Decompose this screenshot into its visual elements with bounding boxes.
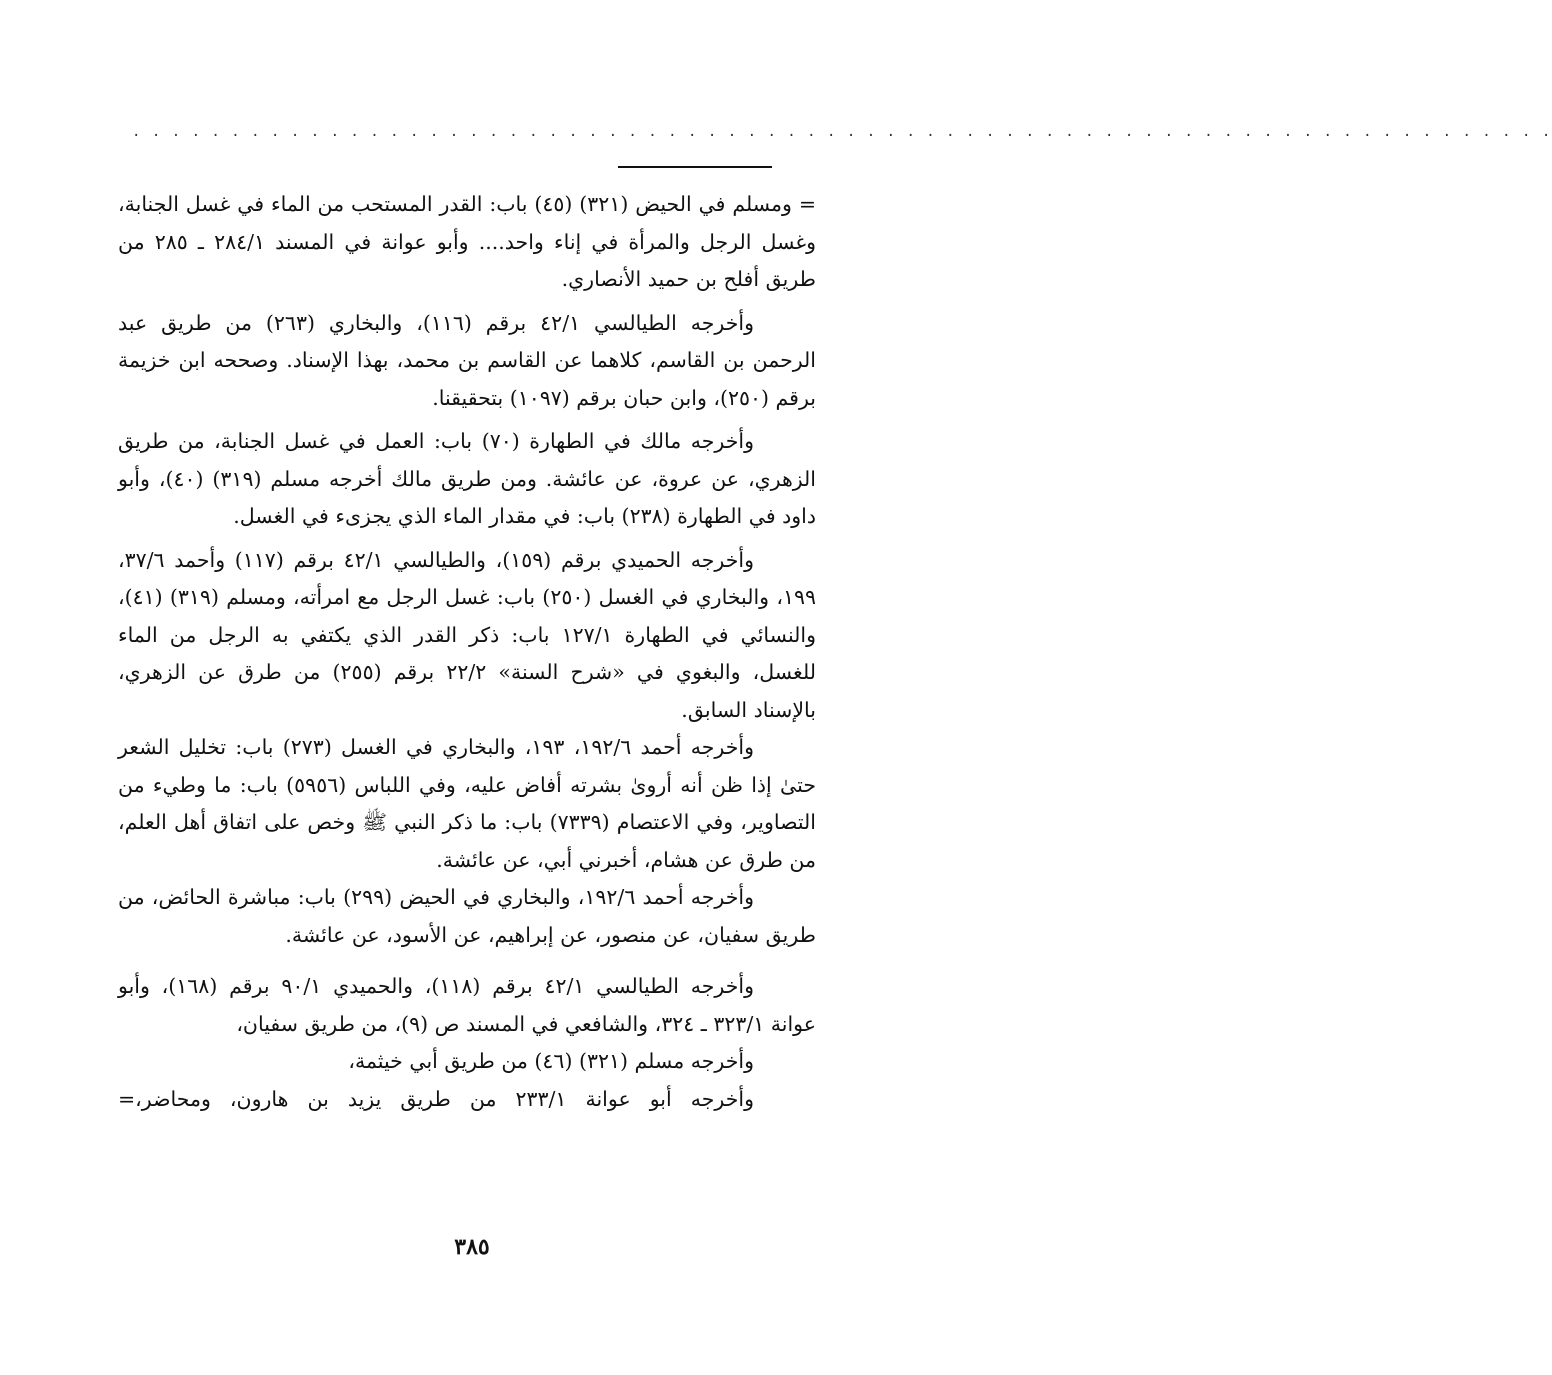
paragraph: وأخرجه الطيالسي ٤٢/١ برقم (١١٨)، والحميدي ٩٠/١ برقم (١٦٨)، وأبو عوانة ٣٢٣/١ ـ ٣٢٤، والشافعي في المسند ص (٩)، من طريق سفيان، [118, 974, 816, 1036]
dotted-separator: · · · · · · · · · · · · · · · · · · · · · · · · · · · · · · · · · · · · · · · · · · · · · · · · · · · · · · · · · · · · · · · · · · · · · · · · [132, 128, 1552, 144]
paragraph: وأخرجه الحميدي برقم (١٥٩)، والطيالسي ٤٢/١ برقم (١١٧) وأحمد ٣٧/٦، ١٩٩، والبخاري في الغسل (٢٥٠) باب: غسل الرجل مع امرأته، ومسلم (٣١٩) (٤١)، والنسائي في الطهارة ١٢٧/١ باب: ذكر القدر الذي يكتفي به الرجل من الماء للغسل، والبغوي في «شرح السنة» ٢٢/٢ برقم (٢٥٥) من طرق عن الزهري، بالإسناد السابق. [118, 547, 816, 722]
paragraph: وأخرجه مالك في الطهارة (٧٠) باب: العمل في غسل الجنابة، من طريق الزهري، عن عروة، عن عائشة. ومن طريق مالك أخرجه مسلم (٣١٩) (٤٠)، وأبو داود في الطهارة (٢٣٨) باب: في مقدار الماء الذي يجزىء في الغسل. [118, 429, 817, 528]
paragraph: وأخرجه أحمد ١٩٢/٦، ١٩٣، والبخاري في الغسل (٢٧٣) باب: تخليل الشعر حتىٰ إذا ظن أنه أروىٰ بشرته أفاض عليه، وفي اللباس (٥٩٥٦) باب: ما وطيء من التصاوير، وفي الاعتصام (٧٣٣٩) باب: ما ذكر النبي ﷺ وخص على اتفاق أهل العلم، من طرق عن هشام، أخبرني أبي، عن عائشة. [118, 735, 816, 872]
page-number: ٣٨٥ [454, 1234, 490, 1260]
paragraph: = ومسلم في الحيض (٣٢١) (٤٥) باب: القدر المستحب من الماء في غسل الجنابة، وغسل الرجل والمرأة في إناء واحد.... وأبو عوانة في المسند ٢٨٤/١ ـ ٢٨٥ من طريق أفلح بن حميد الأنصاري. [118, 192, 816, 291]
paragraph: وأخرجه أحمد ١٩٢/٦، والبخاري في الحيض (٢٩٩) باب: مباشرة الحائض، من طريق سفيان، عن منصور، عن إبراهيم، عن الأسود، عن عائشة. [118, 885, 816, 947]
paragraph: وأخرجه الطيالسي ٤٢/١ برقم (١١٦)، والبخاري (٢٦٣) من طريق عبد الرحمن بن القاسم، كلاهما عن القاسم بن محمد، بهذا الإسناد. وصححه ابن خزيمة برقم (٢٥٠)، وابن حبان برقم (١٠٩٧) بتحقيقنا. [118, 310, 816, 410]
footnote-text [118, 186, 816, 1118]
paragraph: وأخرجه مسلم (٣٢١) (٤٦) من طريق أبي خيثمة، [348, 1049, 754, 1073]
footnote-rule [618, 166, 772, 168]
paragraph: وأخرجه أبو عوانة ٢٣٣/١ من طريق يزيد بن هارون، ومحاضر،= [118, 1086, 754, 1111]
